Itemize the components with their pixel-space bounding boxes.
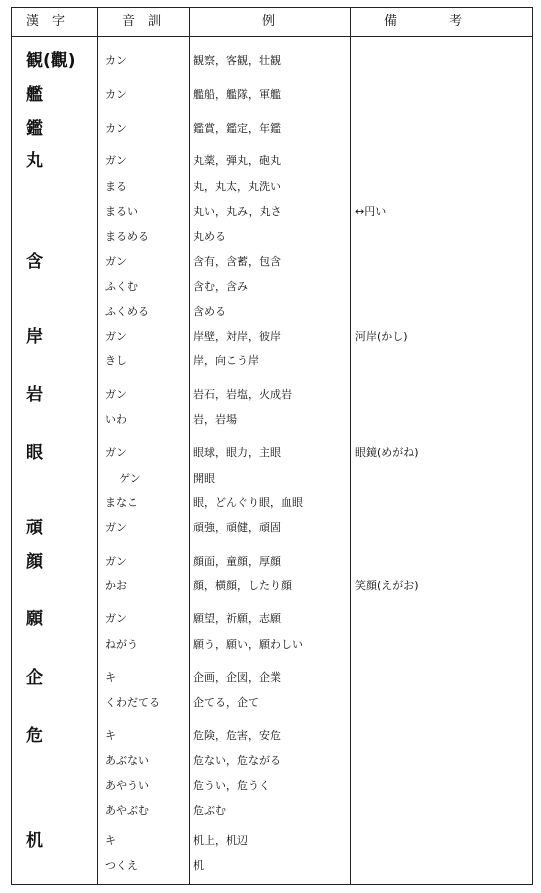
note-cell: 眼鏡(めがね) xyxy=(355,446,419,459)
reading-cell: まなこ xyxy=(105,496,138,509)
reading-cell: キ xyxy=(105,834,116,847)
example-cell: 岸壁，対岸，彼岸 xyxy=(193,330,281,343)
reading-cell: あやぶむ xyxy=(105,804,149,817)
kanji-cell: 含 xyxy=(26,252,43,272)
example-cell: 頑強，頑健，頑固 xyxy=(193,521,281,534)
reading-cell: キ xyxy=(105,671,116,684)
header-notes: 備 考 xyxy=(384,14,463,29)
example-cell: 願う，願い，願わしい xyxy=(193,638,303,651)
kanji-cell: 眼 xyxy=(26,443,43,463)
kanji-cell: 危 xyxy=(26,726,43,746)
example-cell: 鑑賞，鑑定，年鑑 xyxy=(193,122,281,135)
kanji-reading-table xyxy=(11,7,533,885)
kanji-cell: 艦 xyxy=(26,85,43,105)
example-cell: 危険，危害，安危 xyxy=(193,729,281,742)
reading-cell: ゲン xyxy=(119,472,141,485)
example-cell: 観察，客観，壮観 xyxy=(193,54,281,67)
reading-cell: ふくめる xyxy=(105,305,149,318)
reading-cell: きし xyxy=(105,354,127,367)
reading-cell: ガン xyxy=(105,255,127,268)
example-cell: 顔面，童顔，厚顔 xyxy=(193,555,281,568)
example-cell: 含む，含み xyxy=(193,280,248,293)
kanji-cell: 観(觀) xyxy=(26,51,76,71)
reading-cell: まるい xyxy=(105,205,138,218)
note-cell: ↔円い xyxy=(355,205,387,218)
reading-cell: ねがう xyxy=(105,638,138,651)
example-cell: 机 xyxy=(193,859,204,872)
reading-cell: ガン xyxy=(105,446,127,459)
kanji-cell: 鑑 xyxy=(26,119,43,139)
reading-cell: ガン xyxy=(105,612,127,625)
example-cell: 眼，どんぐり眼，血眼 xyxy=(193,496,303,509)
example-cell: 危うい，危うく xyxy=(193,779,270,792)
kanji-cell: 企 xyxy=(26,668,43,688)
note-cell: 河岸(かし) xyxy=(355,330,408,343)
example-cell: 開眼 xyxy=(193,472,215,485)
reading-cell: あぶない xyxy=(105,754,149,767)
kanji-cell: 岸 xyxy=(26,327,43,347)
kanji-cell: 願 xyxy=(26,609,43,629)
example-cell: 丸い，丸み，丸さ xyxy=(193,205,282,218)
column-divider xyxy=(97,8,98,884)
example-cell: 危ない，危ながる xyxy=(193,754,281,767)
example-cell: 含有，含蓄，包含 xyxy=(193,255,281,268)
reading-cell: カン xyxy=(105,122,127,135)
reading-cell: カン xyxy=(105,54,127,67)
header-examples: 例 xyxy=(262,14,276,29)
example-cell: 企てる，企て xyxy=(193,696,259,709)
example-cell: 丸，丸太，丸洗い xyxy=(193,180,281,193)
header-divider xyxy=(12,36,532,37)
reading-cell: くわだてる xyxy=(105,696,160,709)
example-cell: 岸，向こう岸 xyxy=(193,354,259,367)
reading-cell: あやうい xyxy=(105,779,149,792)
column-divider xyxy=(350,8,351,884)
reading-cell: ガン xyxy=(105,388,127,401)
kanji-cell: 頑 xyxy=(26,518,43,538)
column-divider xyxy=(189,8,190,884)
example-cell: 艦船，艦隊，軍艦 xyxy=(193,88,281,101)
kanji-cell: 机 xyxy=(26,831,43,851)
header-reading: 音 訓 xyxy=(122,14,162,29)
example-cell: 顔，横顔，したり顔 xyxy=(193,579,292,592)
header-kanji: 漢 字 xyxy=(26,14,66,29)
kanji-cell: 岩 xyxy=(26,385,43,405)
reading-cell: いわ xyxy=(105,413,127,426)
reading-cell: つくえ xyxy=(105,859,138,872)
example-cell: 企画，企図，企業 xyxy=(193,671,281,684)
example-cell: 岩石，岩塩，火成岩 xyxy=(193,388,292,401)
reading-cell: ガン xyxy=(105,154,127,167)
example-cell: 含める xyxy=(193,305,226,318)
reading-cell: まる xyxy=(105,180,127,193)
reading-cell: カン xyxy=(105,88,127,101)
example-cell: 机上，机辺 xyxy=(193,834,248,847)
reading-cell: ガン xyxy=(105,521,127,534)
reading-cell: ふくむ xyxy=(105,280,138,293)
reading-cell: キ xyxy=(105,729,116,742)
example-cell: 願望，祈願，志願 xyxy=(193,612,281,625)
reading-cell: ガン xyxy=(105,555,127,568)
example-cell: 岩，岩場 xyxy=(193,413,237,426)
note-cell: 笑顔(えがお) xyxy=(355,579,419,592)
kanji-cell: 顔 xyxy=(26,552,43,572)
example-cell: 丸める xyxy=(193,230,226,243)
example-cell: 眼球，眼力，主眼 xyxy=(193,446,281,459)
reading-cell: まるめる xyxy=(105,230,149,243)
example-cell: 丸薬，弾丸，砲丸 xyxy=(193,154,281,167)
example-cell: 危ぶむ xyxy=(193,804,226,817)
reading-cell: ガン xyxy=(105,330,127,343)
reading-cell: かお xyxy=(105,579,127,592)
kanji-cell: 丸 xyxy=(26,151,43,171)
